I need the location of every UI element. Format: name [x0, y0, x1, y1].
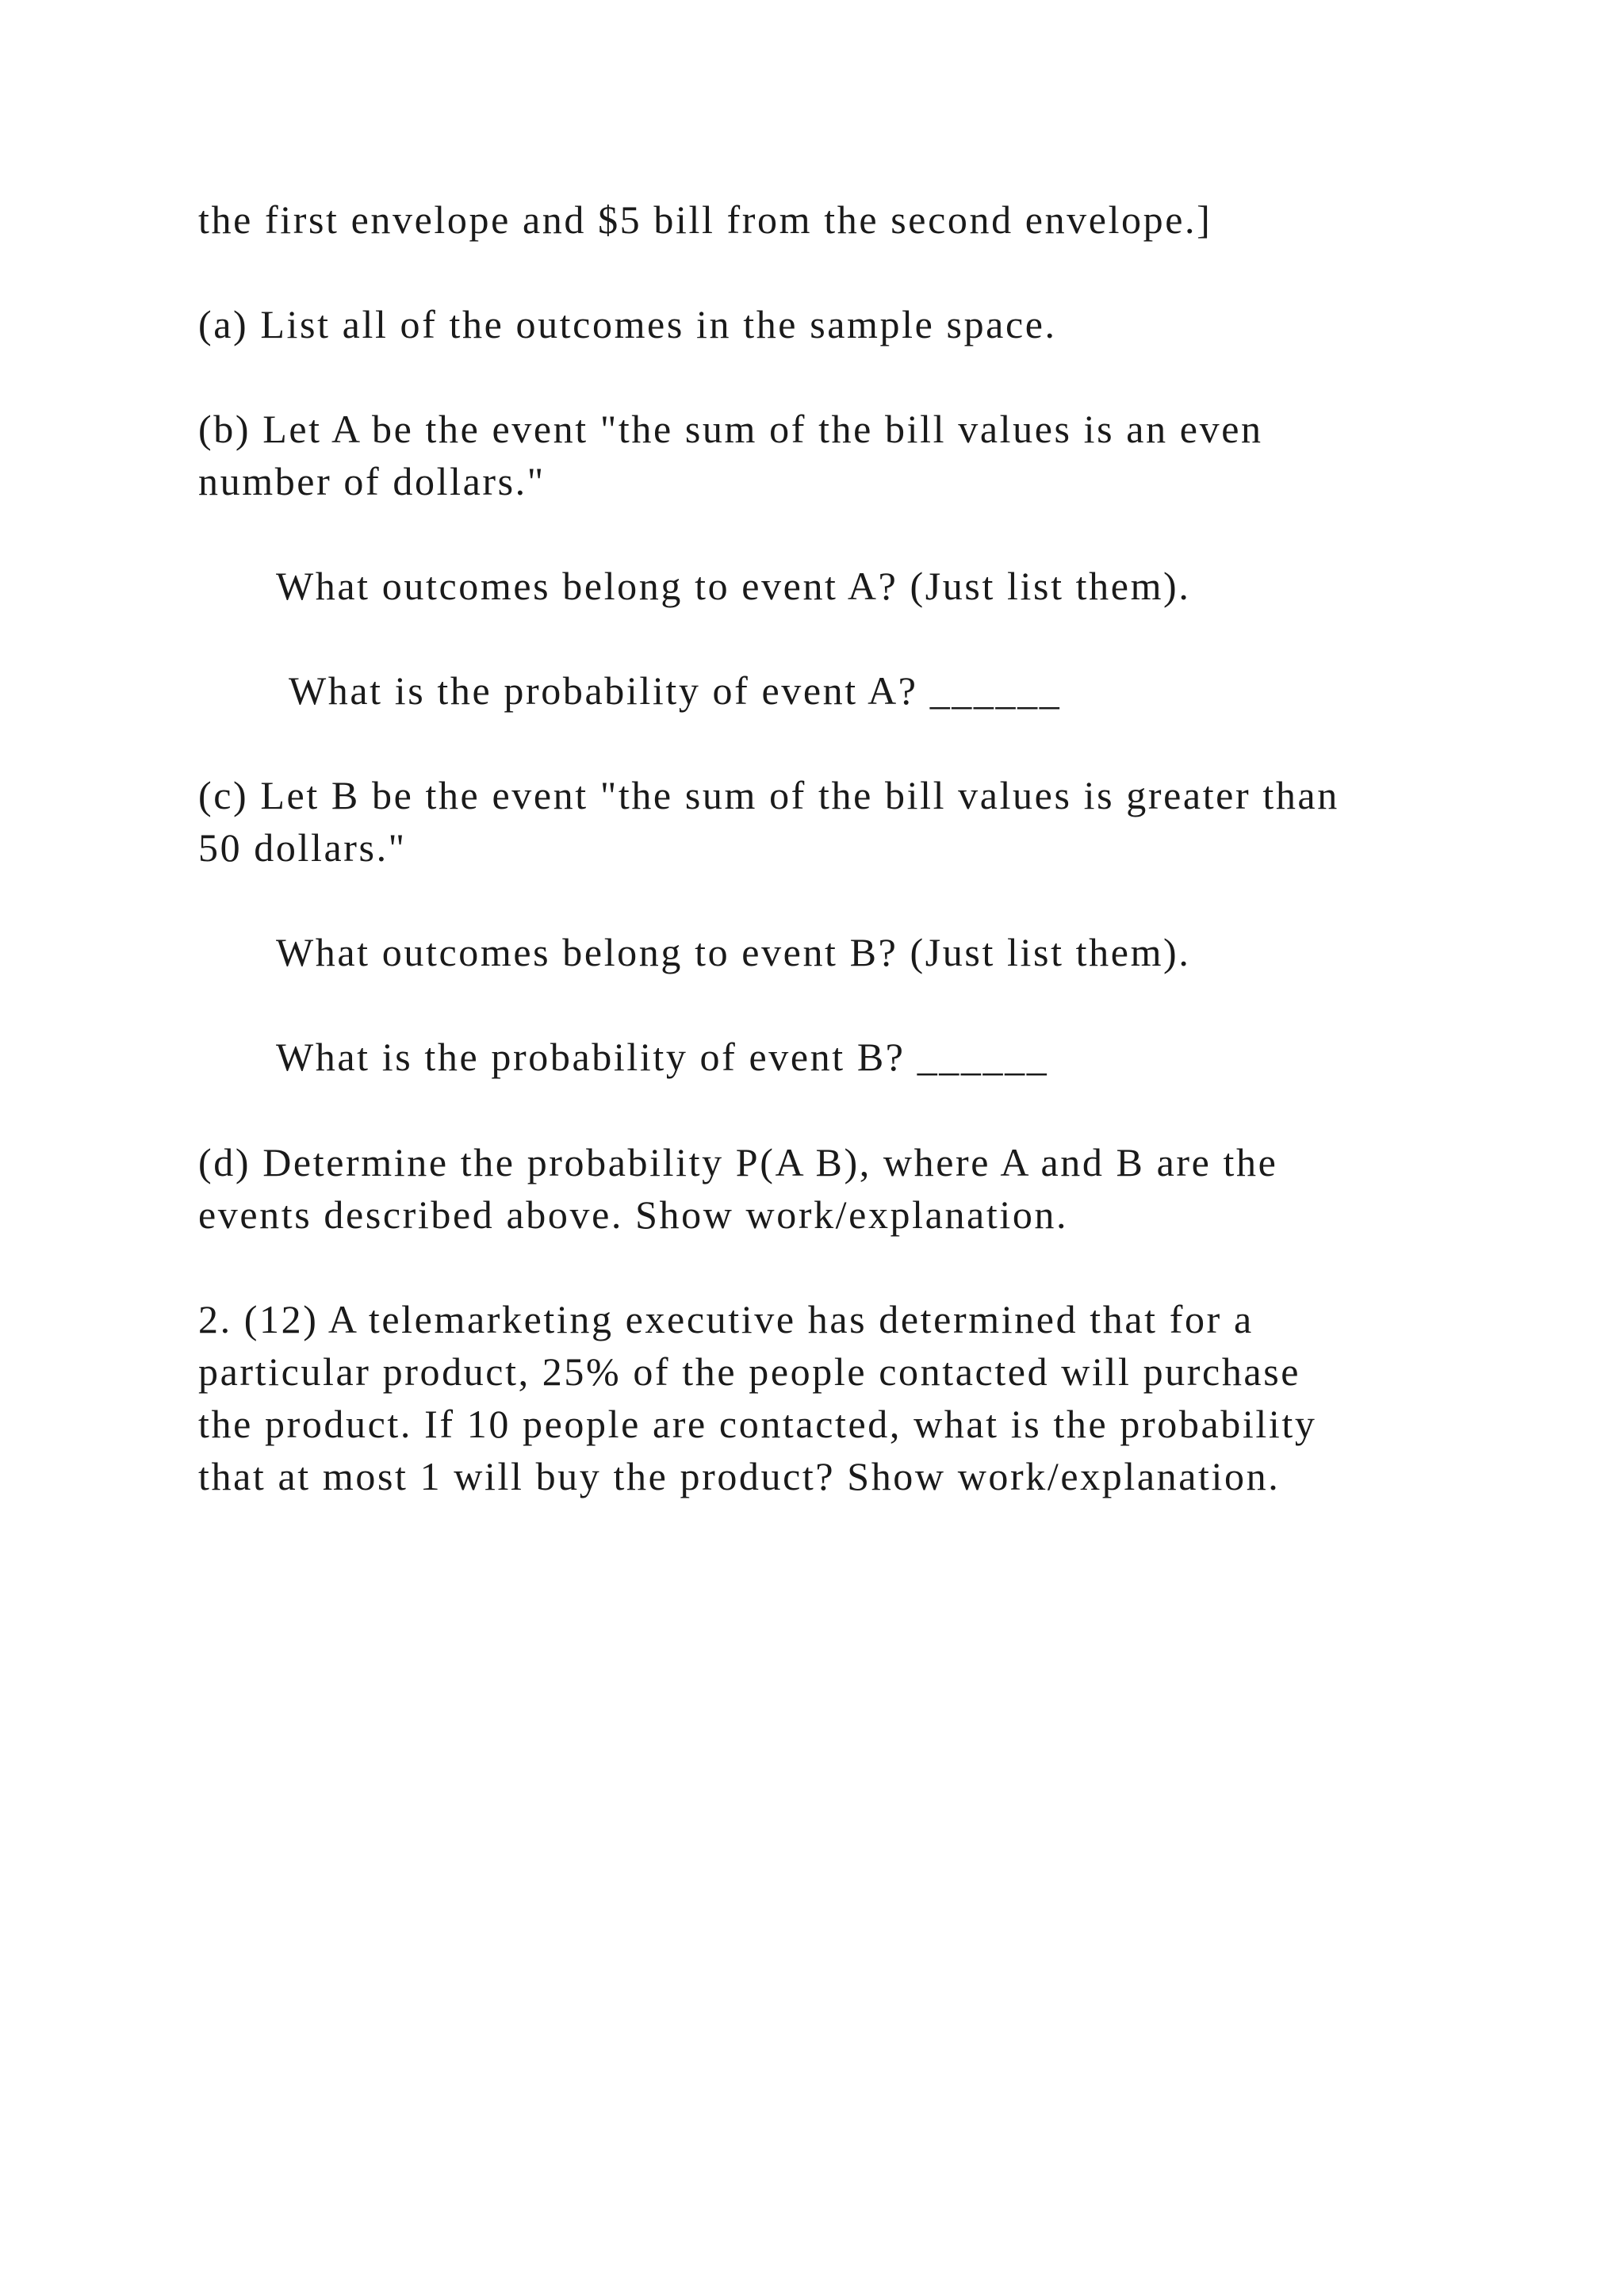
- question-2-line-1: 2. (12) A telemarketing executive has determined that for a: [198, 1297, 1254, 1341]
- part-b-line-1: (b) Let A be the event "the sum of the bill values is an even: [198, 407, 1263, 451]
- part-c-line-1: (c) Let B be the event "the sum of the bill values is greater than: [198, 773, 1339, 817]
- part-d-line-2: events described above. Show work/explanation.: [198, 1192, 1069, 1237]
- part-b-question-outcomes: What outcomes belong to event A? (Just list them).: [276, 564, 1191, 608]
- part-b-question-probability: What is the probability of event A? ______: [289, 668, 1062, 713]
- part-d-line-1: (d) Determine the probability P(A B), where A and B are the: [198, 1140, 1278, 1184]
- intro-continuation-line: the first envelope and $5 bill from the second envelope.]: [198, 197, 1212, 242]
- part-c-line-2: 50 dollars.": [198, 825, 407, 870]
- part-c-question-probability: What is the probability of event B? ______: [276, 1035, 1049, 1079]
- part-b-line-2: number of dollars.": [198, 459, 546, 503]
- question-2-line-4: that at most 1 will buy the product? Show work/explanation.: [198, 1454, 1281, 1498]
- part-c-question-outcomes: What outcomes belong to event B? (Just list them).: [276, 930, 1191, 974]
- question-2-line-2: particular product, 25% of the people contacted will purchase: [198, 1349, 1301, 1394]
- part-a-text: (a) List all of the outcomes in the sample space.: [198, 302, 1057, 346]
- question-2-line-3: the product. If 10 people are contacted, what is the probability: [198, 1402, 1317, 1446]
